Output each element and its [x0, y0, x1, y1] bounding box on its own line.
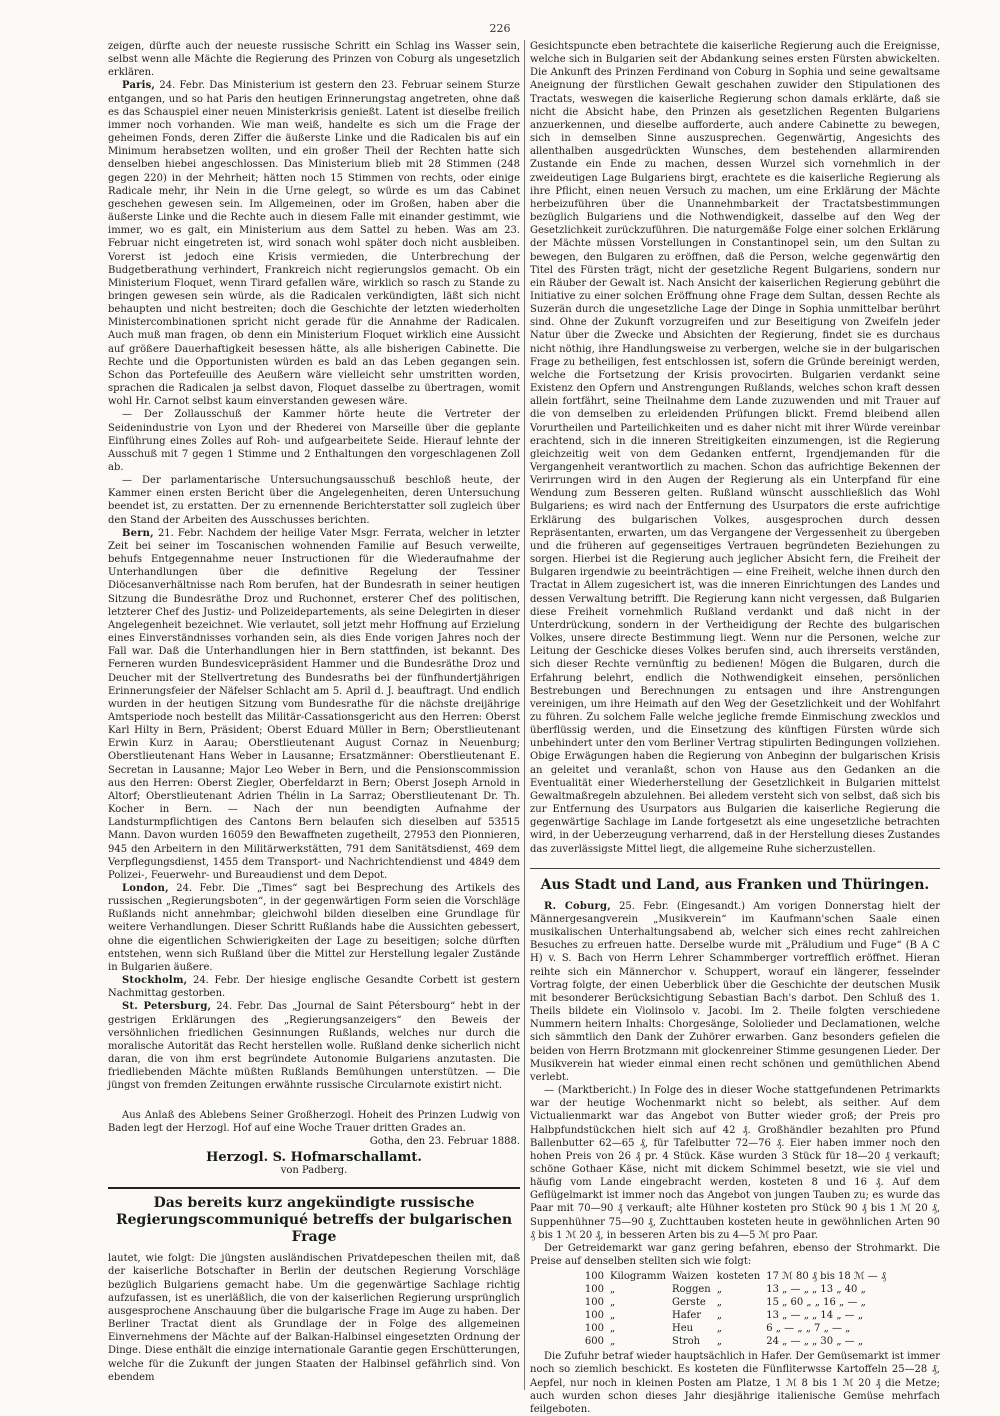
price-cell: Kilogramm: [610, 1271, 666, 1283]
price-cell: 24 „ — „ „ 30 „ — „: [766, 1336, 864, 1348]
price-cell: 100: [584, 1310, 604, 1322]
price-cell: „: [610, 1297, 616, 1309]
price-row: [570, 1335, 892, 1348]
price-cell: Roggen: [672, 1284, 711, 1296]
price-cell: „: [716, 1310, 722, 1322]
communique-continued: Gesichtspuncte eben betrachtete die kaiserliche Regierung auch die Ereignisse, welche sich in Bulgarien seit der Abdankung seines ersten Fürsten abwickelten. Die Ankunft des Prinzen Ferdinand von Coburg in Sophia und seine gewaltsame Aneignung der fürstlichen Gewalt geschahen zuwider den Stipulationen des Tractats, weswegen die kaiserliche Regierung schon damals erklärte, daß sie nicht die Absicht habe, den Prinzen als gesetzlichen Regenten Bulgariens anzuerkennen, und dieselbe aufforderte, auch andere Cabinette zu bewegen, sich in demselben Sinne auszusprechen. Gegenwärtig, Angesichts des allenthalben ausgedrückten Wunsches, dem bestehenden allarmirenden Zustande ein Ende zu machen, dessen Wurzel sich vornehmlich in der zweideutigen Lage Bulgariens birgt, erachtete es die kaiserliche Regierung als ihre Pflicht, einen neuen Versuch zu machen, um eine Erklärung der Mächte herbeizuführen über die Unannehmbarkeit der Tractatsbestimmungen bezüglich Bulgariens und die Nothwendigkeit, dasselbe auf den Weg der Gesetzlichkeit zurückzuführen. Die naturgemäße Folge einer solchen Erklärung der Mächte müssen Vorstellungen in Constantinopel sein, um den Sultan zu bewegen, den Bulgaren zu eröffnen, daß die Person, welche gegenwärtig den Titel des Fürsten trägt, nicht der gesetzliche Regent Bulgariens, sondern nur ein Räuber der Gewalt ist. Nach Ansicht der kaiserlichen Regierung gebührt die Initiative zu einer solchen Eröffnung ohne Frage dem Sultan, dessen Rechte als Suzerän durch die ungesetzliche Lage der Dinge in Sophia unmittelbar berührt sind. Ohne der Zukunft vorzugreifen und zur Beseitigung von Zweifeln jeder Natur über die Zwecke und Absichten der Regierung, findet sie es durchaus nicht nöthig, ihre Handlungsweise zu verbergen, welche sie in der bulgarischen Frage zu betheiligen, fest entschlossen ist, sofern die Gründe bereinigt werden, welche die Fortsetzung der Krisis provocirten. Bulgarien verdankt seine Existenz den Opfern und Anstrengungen Rußlands, welches schon kraft dessen allein fortfährt, seine Theilnahme dem Lande zuzuwenden und mit Trauer auf die von demselben zu erleidenden Prüfungen blickt. Fremd bleibend allen Vorurtheilen und Parteilichkeiten und es daher nicht mit ihrer Würde vereinbar erachtend, sich in die inneren Streitigkeiten einzumengen, ist die Regierung gleichzeitig weit von dem Gedanken entfernt, Irgendjemanden für die Vergangenheit verantwortlich zu machen. Schon das aufrichtige Bekennen der Verirrungen wird in den Augen der Regierung als ein Unterpfand für eine Wendung zum Besseren gelten. Rußland wünscht ausschließlich das Wohl Bulgariens; es wird nach der Entfernung des Usurpators die erste aufrichtige Erklärung des bulgarischen Volkes, ausgesprochen durch dessen Repräsentanten, erwarten, um das Vergangene der Vergessenheit zu übergeben und die früheren auf gegenseitiges Vertrauen begründeten Beziehungen zu sorgen. Hierbei ist die Regierung auch jeglicher Absicht fern, die Freiheit der Bulgaren irgendwie zu beeinträchtigen — eine Freiheit, welche ihnen durch den Tractat in Allem zugesichert ist, was die inneren Einrichtungen des Landes und dessen Verwaltung betrifft. Die Regierung kann nicht vergessen, daß Bulgarien diese Freiheit vornehmlich Rußland verdankt und daß nicht in der Unterdrückung, sondern in der Vertheidigung der Rechte des bulgarischen Volkes, unsere directe Bestimmung liegt. Wenn nur die Personen, welche zur Leitung der Geschicke dieses Volkes berufen sind, auch ihrerseits verständen, sich dieser Rechte vernünftig zu bedienen! Mögen die Bulgaren, durch die Erfahrung belehrt, endlich die Nothwendigkeit einsehen, persönlichen Bestrebungen und Berechnungen zu entsagen und ihre Anstrengungen vereinigen, um ihre Heimath auf den Weg der Gesetzlichkeit und der Wohlfahrt zu führen. Zu solchem Falle welche jegliche fremde Einmischung zwecklos und überflüssig werden, und die Einsetzung des künftigen Fürsten würde sich unbehindert unter den vom Berliner Vertrag stipulirten Bedingungen vollziehen. Obige Erwägungen haben die Regierung von Anbeginn der bulgarischen Krisis an geleitet und veranlaßt, schon von Hause aus den Gedanken an die Eventualität einer Wiederherstellung der Gesetzlichkeit in Bulgarien mittelst Gewaltmaßregeln abzulehnen. Bei alledem versteht sich von selbst, daß sich bis zur Entfernung des Usurpators aus Bulgarien die kaiserliche Regierung die gegenwärtige Sachlage im Lande fortgesetzt als eine ungesetzliche betrachten wird, in der Ueberzeugung verharrend, daß in der Herstellung dieses Zustandes das zuverlässigste Mittel liegt, die allgemeine Ruhe sicherzustellen.: [530, 41, 940, 855]
price-cell: Heu: [672, 1323, 694, 1335]
mourning-notice-text: Aus Anlaß des Ablebens Seiner Großherzogl. Hoheit des Prinzen Ludwig von Baden legt der Herzogl. Hof auf eine Woche Trauer dritten Grades an.: [108, 1109, 520, 1134]
price-cell: „: [716, 1297, 722, 1309]
price-cell: „: [610, 1323, 616, 1335]
price-row: [570, 1322, 892, 1335]
right-column: [530, 40, 940, 1415]
price-cell: 100: [584, 1284, 604, 1296]
communique-headline: Das bereits kurz angekündigte russische Regierungscommuniqué betreffs der bulgarischen Frage: [115, 1195, 513, 1246]
price-cell: 15 „ 60 „ „ 16 „ — „: [766, 1297, 866, 1309]
stpetersburg-report-text: 24. Febr. Das „Journal de Saint Pétersbourg“ hebt in der gestrigen Erklärungen des „Regierungsanzeigers“ den Beweis der versöhnlichen friedlichen Gesinnungen Rußlands, welches nur durch die moralische Autorität das Recht herstellen wolle. Rußland denke sicherlich nicht daran, die von ihm erst begründete Autonomie Bulgariens anzutasten. Die friedliebenden Mächte müßten Rußlands Bemühungen unterstützen. — Die jüngst von fremden Zeitungen erwähnte russische Circularnote existirt nicht.: [108, 1001, 521, 1092]
price-cell: 600: [584, 1336, 604, 1348]
article-divider: [108, 1187, 520, 1189]
price-cell: 17 ℳ 80 ₰ bis 18 ℳ — ₰: [766, 1271, 886, 1283]
dateline-coburg: R. Coburg,: [544, 900, 611, 912]
price-cell: „: [716, 1336, 722, 1348]
price-row: [570, 1270, 892, 1283]
paris-report-text: 24. Febr. Das Ministerium ist gestern den 23. Februar seinem Sturze entgangen, und so hat Paris den heutigen Erinnerungstag angetreten, ohne daß es das Schauspiel einer neuen Ministerkrisis genießt. Latent ist dieselbe freilich immer noch vorhanden. Wie man weiß, handelte es sich um die Frage der geheimen Fonds, deren Ziffer die äußerste Linke und die Radicalen bis auf ein Minimum herabsetzen wollten, und ein großer Theil der Rechten hatte sich denselben hiebei angeschlossen. Das Ministerium blieb mit 28 Stimmen (248 gegen 220) in der Mehrheit; hätten noch 15 Stimmen von rechts, oder einige Radicale mehr, ihr Nein in die Urne gelegt, so würde es um das Cabinet geschehen gewesen sein. Im Allgemeinen, oder im Großen, haben aber die äußerste Linke und die Rechte auch in diesem Falle mit einander gestimmt, wie immer, wo es galt, ein Ministerium aus dem Sattel zu heben. Was am 23. Februar nicht eingetreten ist, wird sonach wohl später doch nicht ausbleiben. Vorerst ist jedoch eine Krisis vermieden, die Unterbrechung der Budgetberathung verhindert, Frankreich nicht regierungslos gemacht. Ob ein Ministerium Floquet, wenn Tirard gefallen wäre, wirklich so rasch zu Stande zu bringen gewesen sein würde, als die Radicalen verkündigten, läßt sich nicht behaupten und nicht bestreiten; doch die Geschichte der letzten wiederholten Ministercombinationen spricht nicht gerade für die Annahme der Radicalen. Auch muß man fragen, ob denn ein Ministerium Floquet wirklich eine Aussicht auf größere Dauerhaftigkeit besessen hätte, als alle bisherigen Cabinette. Die Rechte und die Opportunisten würden es bald an das Leben gegangen sein. Schon das Portefeuille des Aeußern wäre vielleicht sehr umstritten worden, sprachen die Radicalen ja selbst davon, Floquet dasselbe zu übertragen, womit wohl Hr. Carnot selbst kaum einverstanden gewesen wäre.: [108, 80, 521, 408]
coburg-report-text: 25. Febr. (Eingesandt.) Am vorigen Donnerstag hielt der Männergesangverein „Musikverein“ im Kaufmann'schen Saale einen musikalischen Unterhaltungsabend ab, welcher sich eines recht zahlreichen Besuches zu erfreuen hatte. Derselbe wurde mit „Präludium und Fuge“ (B A C H) v. S. Bach von Herrn Lehrer Schammberger vortrefflich eröffnet. Hieran reihte sich ein Männerchor v. Schuppert, worauf ein längerer, fesselnder Vortrag folgte, der einen Ueberblick über die Geschichte der deutschen Musik mit besonderer Berücksichtigung Sebastian Bach's darbot. Den Schluß des 1. Theils bildete ein Violinsolo v. Jacobi. Im 2. Theile folgten verschiedene Nummern heitern Inhalts: Chorgesänge, Sololieder und Declamationen, welche sich sämmtlich den Dank der Zuhörer erwarben. Ganz besonders gefielen die beiden von Herrn Brotzmann mit glockenreiner Stimme gesungenen Lieder. Der Musikverein hat wieder einmal einen recht schönen und gemüthlichen Abend verlebt.: [530, 900, 940, 1083]
price-cell: Hafer: [672, 1310, 702, 1322]
dateline-bern: Bern,: [122, 527, 154, 539]
page-number: 226: [489, 22, 511, 35]
price-row: [570, 1283, 892, 1296]
section-heading-regional: Aus Stadt und Land, aus Franken und Thüringen.: [530, 868, 940, 892]
london-report: [108, 882, 520, 974]
stpetersburg-report: [108, 1000, 520, 1092]
dateline-paris: Paris,: [122, 80, 156, 92]
price-row: [570, 1296, 892, 1309]
mourning-notice-signature: Herzogl. S. Hofmarschallamt.: [206, 1149, 422, 1165]
paris-report: [108, 79, 520, 408]
london-report-text: 24. Febr. Die „Times“ sagt bei Besprechung des Artikels des russischen „Regierungsboten“, in der gegenwärtigen Form seien die Vorschläge Rußlands nicht annehmbar; gleichwohl bilden dieselben eine Grundlage für weitere Verhandlungen. Dieser Schritt Rußlands habe die Aussichten gebessert, ohne die eigentlichen Schwierigkeiten der Lage zu beseitigen; solche dürften entstehen, wenn sich Rußland über die Mittel zur Herstellung legaler Zustände in Bulgarien äußere.: [108, 883, 520, 973]
price-row: [570, 1309, 892, 1322]
price-cell: 6 „ — „ „ 7 „ — „: [766, 1323, 851, 1335]
intro-paragraph: zeigen, dürfte auch der neueste russische Schritt ein Schlag ins Wasser sein, selbst wenn alle Mächte die Regierung des Prinzen von Coburg als ungesetzlich erklären.: [108, 41, 520, 79]
price-cell: Stroh: [672, 1336, 701, 1348]
price-cell: „: [610, 1310, 616, 1322]
price-cell: „: [716, 1323, 722, 1335]
dateline-stockholm: Stockholm,: [122, 975, 188, 987]
price-cell: „: [610, 1336, 616, 1348]
price-cell: kosteten: [716, 1271, 761, 1283]
market-closing-paragraph: Die Zufuhr betraf wieder hauptsächlich in Hafer. Der Gemüsemarkt ist immer noch so ziemlich beschickt. Es kosteten die Fünfliterwsse Kartoffeln 25—28 ₰, Aepfel, nur noch in kleinen Posten am Platze, 1 ℳ 8 bis 1 ℳ 20 ₰ die Metze; auch wurden schon dieses Jahr diesjährige italienische Gemüse mehrfach feilgeboten.: [530, 1351, 940, 1415]
mourning-notice: [108, 1109, 520, 1178]
stockholm-report: [108, 974, 520, 1000]
dateline-stpetersburg: St. Petersburg,: [122, 1001, 212, 1013]
bern-report-text: 21. Febr. Nachdem der heilige Vater Msgr. Ferrata, welcher in letzter Zeit bei seiner im Toscanischen wohnenden Familie auf Besuch verweilte, behufs Entgegennahme neuer Instructionen für die Wiederaufnahme der Unterhandlungen über die definitive Regelung der Tessiner Diöcesanverhältnisse nach Rom berufen, hat der Bundesrath in seiner heutigen Sitzung die Bundesräthe Droz und Ruchonnet, ersterer Chef des politischen, letzterer Chef des Justiz- und Polizeidepartements, als seine Delegirten in dieser Angelegenheit bezeichnet. Wie verlautet, soll jetzt mehr Hoffnung auf Erzielung eines Einverständnisses vorhanden sein, als dies Ende vorigen Jahres noch der Fall war. Daß die Unterhandlungen hier in Bern stattfinden, ist bekannt. Des Ferneren wurden Bundesvicepräsident Hammer und die Bundesräthe Droz und Deucher mit der Stellvertretung des Bundesraths bei der fünfhundertjährigen Erinnerungsfeier der Näfelser Schlacht am 5. April d. J. beauftragt. Und endlich wurden in der heutigen Sitzung vom Bundesrathe für die nächste dreijährige Amtsperiode noch bestellt das Militär-Cassationsgericht aus den Herren: Oberst Karl Hilty in Bern, Präsident; Oberst Eduard Müller in Bern; Oberstlieutenant Erwin Kurz in Aarau; Oberstlieutenant August Cornaz in Neuenburg; Oberstlieutenant Hans Weber in Lausanne; Ersatzmänner: Oberstlieutenant E. Secretan in Lausanne; Major Leo Weber in Bern, und die Pensionscommission aus den Herren: Oberst Ziegler, Oberfeldarzt in Bern; Oberst Joseph Arnold in Altorf; Oberstlieutenant Adrien Thélin in La Sarraz; Oberstlieutenant Dr. Th. Kocher in Bern. — Nach der nun beendigten Aufnahme der Landsturmpflichtigen des Cantons Bern belaufen sich dieselben auf 53515 Mann. Davon wurden 16059 den Bewaffneten zugetheilt, 27953 den Pionnieren, 945 den Arbeitern in den Militärwerkstätten, 791 dem Sanitätsdienst, 469 dem Verpflegungsdienst, 1455 dem Transport- und Nachrichtendienst und 4849 dem Polizei-, Feuerwehr- und Bureaudienst und dem Depot.: [108, 527, 520, 881]
price-cell: Waizen: [672, 1271, 709, 1283]
price-cell: Gerste: [672, 1297, 706, 1309]
grain-market-intro: Der Getreidemarkt war ganz gering befahren, ebenso der Strohmarkt. Die Preise auf denselben stellten sich wie folgt:: [530, 1242, 940, 1268]
grain-price-table: [570, 1270, 892, 1348]
price-cell: „: [716, 1284, 722, 1296]
stockholm-report-text: 24. Febr. Der hiesige englische Gesandte Corbett ist gestern Nachmittag gestorben.: [108, 975, 520, 1000]
column-rule: [524, 40, 525, 1390]
mourning-notice-signatory: von Padberg.: [280, 1165, 348, 1177]
price-cell: 100: [584, 1297, 604, 1309]
price-cell: 13 „ — „ „ 14 „ — „: [766, 1310, 864, 1322]
dateline-london: London,: [122, 883, 169, 894]
price-cell: 100: [584, 1271, 604, 1283]
left-column: [108, 40, 520, 1390]
communique-text: lautet, wie folgt: Die jüngsten ausländischen Privatdepeschen theilen mit, daß der kaiserliche Botschafter in Berlin der deutschen Regierung Vorschläge bezüglich Bulgariens gemacht habe. Um die gegenwärtige Sachlage richtig aufzufassen, ist es unerläßlich, die von der kaiserlichen Regierung ursprünglich ausgesprochene Anschauung über die bulgarische Frage im Auge zu haben. Der Berliner Tractat dient als Grundlage der in Folge des allgemeinen Einvernehmens der Mächte auf der Balkan-Halbinsel eingesetzten Ordnung der Dinge. Diese enthält die einzige internationale Garantie gegen Erschütterungen, welche für die Zukunft der jungen Staaten der Halbinsel gefährlich sind. Von ebendem: [108, 1253, 520, 1383]
price-cell: 100: [584, 1323, 604, 1335]
zollausschuss-paragraph: — Der Zollausschuß der Kammer hörte heute die Vertreter der Seidenindustrie von Lyon und der Rhederei von Marseille über die geplante Einführung eines Zolles auf Roh- und aufgearbeitete Seide. Hierauf lehnte der Ausschuß mit 7 gegen 1 Stimme und 2 Enthaltungen den vorgeschlagenen Zoll ab.: [108, 409, 520, 473]
bern-report: [108, 527, 520, 882]
untersuchungsausschuss-paragraph: — Der parlamentarische Untersuchungsausschuß beschloß heute, der Kammer einen ersten Bericht über die Angelegenheiten, deren Untersuchung beendet ist, zu erstatten. Der zu ernennende Berichterstatter soll zugleich über den Stand der Arbeiten des Ausschusses berichten.: [108, 475, 520, 526]
coburg-report: [530, 900, 940, 1084]
price-cell: „: [610, 1284, 616, 1296]
mourning-notice-place-date: Gotha, den 23. Februar 1888.: [369, 1135, 520, 1147]
price-cell: 13 „ — „ „ 13 „ 40 „: [766, 1284, 866, 1296]
market-report: — (Marktbericht.) In Folge des in dieser Woche stattgefundenen Petrimarkts war der heutige Wochenmarkt nicht so belebt, als seither. Auf dem Victualienmarkt war das Angebot von Butter wieder groß; der Preis pro Halbpfundstückchen hielt sich auf 42 ₰. Großhändler bezahlten pro Pfund Ballenbutter 62—65 ₰, für Tafelbutter 72—76 ₰. Eier haben immer noch den hohen Preis von 26 ₰ pr. 4 Stück. Käse wurden 3 Stück für 18—20 ₰ verkauft; schöne Gothaer Käse, nicht mit dickem Schimmel besetzt, wie sie viel und häufig vom Lande eingebracht werden, kosteten 8 und 16 ₰. Auf dem Geflügelmarkt ist immer noch das Angebot von jungen Tauben zu; es wurde das Paar mit 70—90 ₰ verkauft; alte Hühner kosteten pro Stück 90 ₰ bis 1 ℳ 20 ₰, Suppenhühner 75—90 ₰, Zuchttauben kosteten heute in gewöhnlichen Arten 90 ₰ bis 1 ℳ 20 ₰, in besseren Arten bis zu 4—5 ℳ pro Paar.: [530, 1085, 940, 1241]
